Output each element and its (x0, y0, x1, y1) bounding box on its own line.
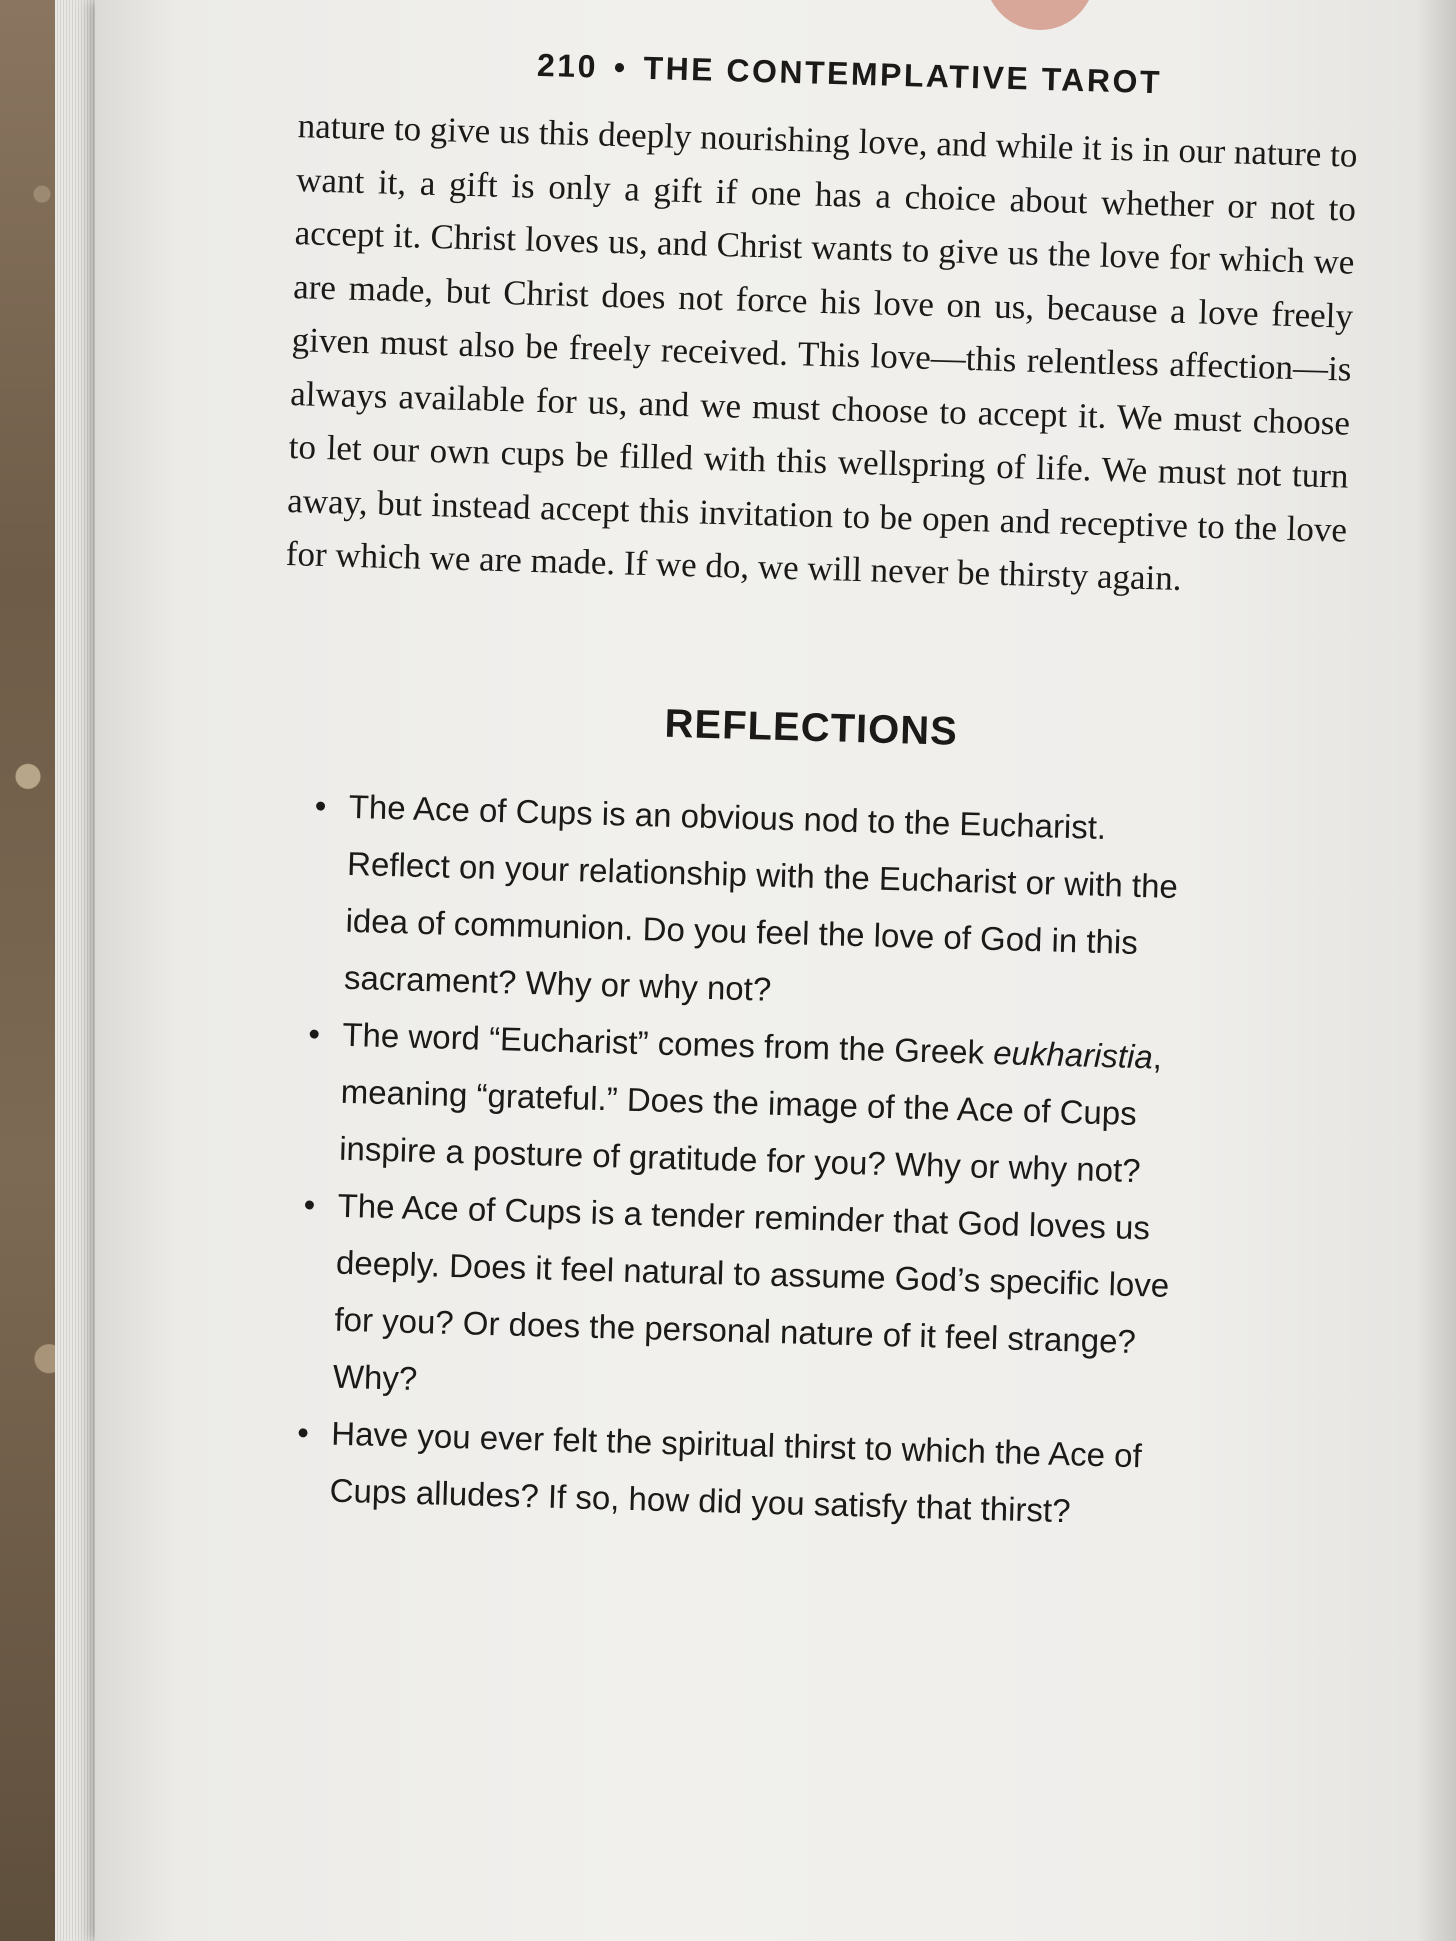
list-item-text: The Ace of Cups is an obvious nod to the Eucharist. Reflect on your relationship with the Eucharist or with the idea of communion. Do you feel the love of God in this sacrament? Why or why not? (343, 787, 1179, 1008)
list-item-text-start: The word “Eucharist” comes from the Greek (341, 1015, 994, 1071)
section-heading: REFLECTIONS (664, 701, 959, 754)
bullet: • (314, 786, 327, 824)
list-item (313, 777, 1339, 1033)
list-item-text-end: , meaning “grateful.” Does the image of the Ace of Cups inspire a posture of gratitude for you? Why or why not? (338, 1037, 1163, 1189)
reflections-list (259, 775, 1339, 1545)
page-number: 210 (536, 46, 599, 85)
body-paragraph: nature to give us this deeply nourishing love, and while it is in our nature to want it, a gift is only a gift if one has a choice about whether or not to accept it. Christ loves us, and Christ wants to give us the love for which we are made, but Christ does not force his love on us, because a love freely given must also be freely received. This love—this relentless affection—is always available for us, and we must choose to accept it. We must choose to let our own cups be filled with this wellspring of life. We must not turn away, but instead accept this invitation to be open and receptive to the love for which we are made. If we do, we will never be thirsty again. (285, 106, 1358, 599)
bullet: • (296, 1413, 310, 1451)
bullet: • (303, 1185, 316, 1223)
list-item (302, 1175, 1328, 1431)
running-head-separator: • (613, 48, 629, 86)
list-item-text (339, 1015, 1163, 1188)
page-content (259, 40, 1360, 1546)
book-title: THE CONTEMPLATIVE TAROT (643, 49, 1163, 101)
bullet: • (307, 1014, 321, 1052)
list-item-text: Have you ever felt the spiritual thirst to which the Ace of Cups alludes? If so, how did you satisfy that thirst? (329, 1414, 1143, 1529)
list-item (309, 1004, 1333, 1203)
greek-term: eukharistia (992, 1033, 1154, 1075)
page-gutter-shadow (1416, 0, 1456, 1941)
list-item-text: The Ace of Cups is a tender reminder that God loves us deeply. Does it feel natural to assume God’s specific love for you? Or does the personal nature of it feel strange? Why? (332, 1186, 1170, 1397)
